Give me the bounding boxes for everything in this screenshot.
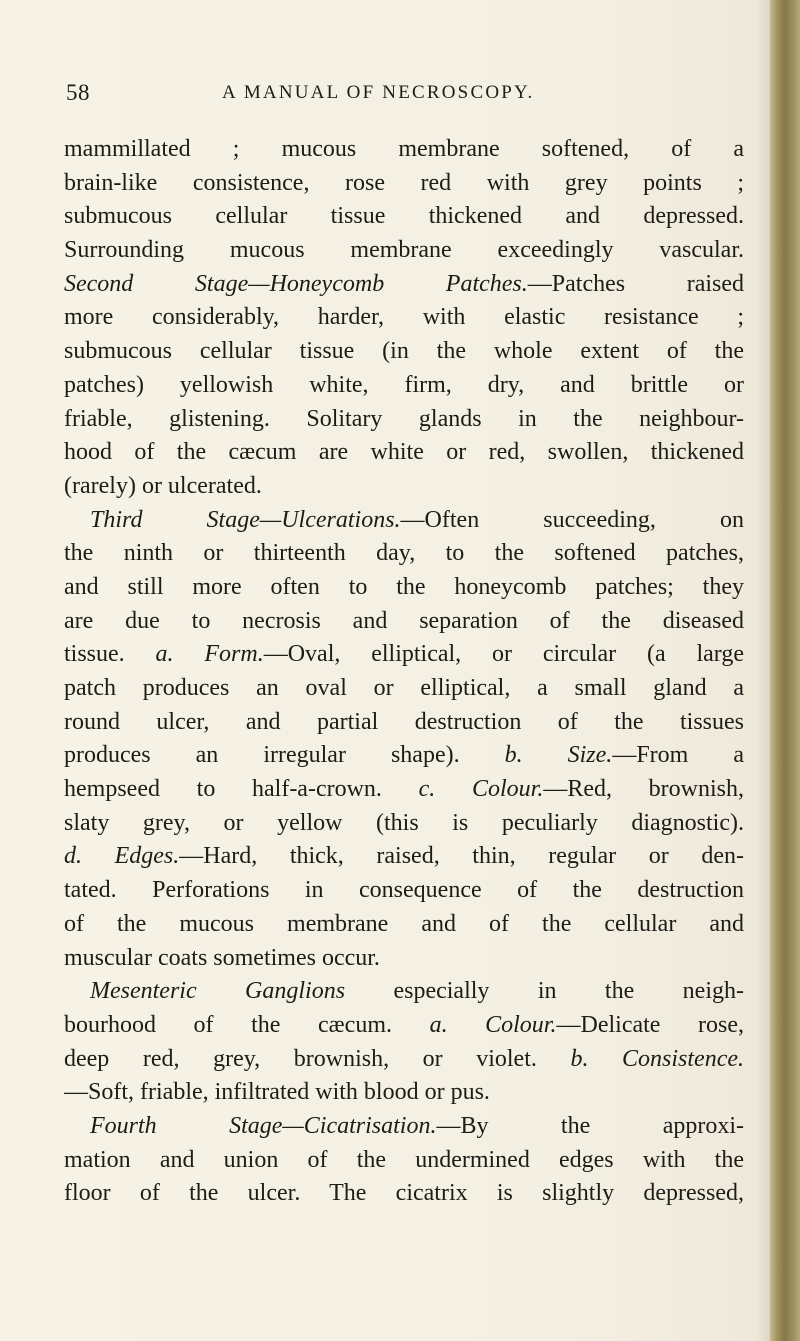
italic-run: b. Consistence. xyxy=(570,1045,744,1072)
italic-run: b. Size. xyxy=(504,742,613,769)
text-run: —Often succeeding, on xyxy=(400,506,744,533)
italic-run: Mesenteric Ganglions xyxy=(90,978,346,1005)
italic-run: a. Colour. xyxy=(429,1011,557,1038)
text-line xyxy=(64,369,744,403)
text-line xyxy=(64,706,744,740)
text-line xyxy=(64,1009,744,1043)
text-line xyxy=(64,1177,744,1211)
body-text xyxy=(64,133,744,1211)
text-line xyxy=(64,638,744,672)
text-run: bourhood of the cæcum. xyxy=(64,1011,430,1038)
text-line xyxy=(64,1043,744,1077)
text-run: hempseed to half-a-crown. xyxy=(64,776,419,803)
italic-run: Fourth Stage—Cicatrisation. xyxy=(90,1112,437,1139)
text-line xyxy=(64,807,744,841)
text-run: friable, glistening. Solitary glands in the neighbour- xyxy=(64,405,744,432)
text-run: of the mucous membrane and of the cellular and xyxy=(64,910,744,937)
italic-run: Second Stage—Honeycomb Patches. xyxy=(64,270,528,297)
text-line xyxy=(64,773,744,807)
text-run: submucous cellular tissue (in the whole extent of the xyxy=(64,338,744,365)
text-run: tissue. xyxy=(64,641,156,668)
text-run: —Soft, friable, infiltrated with blood or pus. xyxy=(64,1079,490,1106)
italic-run: c. Colour. xyxy=(418,776,544,803)
text-line xyxy=(64,605,744,639)
text-line xyxy=(64,571,744,605)
text-line xyxy=(64,874,744,908)
text-run: hood of the cæcum are white or red, swollen, thickened xyxy=(64,439,744,466)
text-run: are due to necrosis and separation of the diseased xyxy=(64,607,744,634)
text-line xyxy=(64,268,744,302)
text-run: submucous cellular tissue thickened and depressed. xyxy=(64,203,744,230)
text-run: round ulcer, and partial destruction of the tissues xyxy=(64,708,744,735)
text-line xyxy=(64,301,744,335)
text-run: deep red, grey, brownish, or violet. xyxy=(64,1045,571,1072)
text-run: Surrounding mucous membrane exceedingly vascular. xyxy=(64,237,744,264)
text-run: —Oval, elliptical, or circular (a large xyxy=(263,641,744,668)
page-gutter-shadow xyxy=(756,0,770,1341)
text-run: —Hard, thick, raised, thin, regular or den- xyxy=(179,843,744,870)
text-line xyxy=(64,1144,744,1178)
text-run: brain-like consistence, rose red with grey points ; xyxy=(64,169,744,196)
text-line xyxy=(64,942,744,976)
text-line xyxy=(64,200,744,234)
text-line xyxy=(64,403,744,437)
text-run: muscular coats sometimes occur. xyxy=(64,944,380,971)
text-line xyxy=(64,504,744,538)
text-line xyxy=(64,436,744,470)
text-line xyxy=(64,739,744,773)
text-line xyxy=(64,1110,744,1144)
page-number: 58 xyxy=(66,80,90,105)
text-line xyxy=(64,470,744,504)
text-run: patch produces an oval or elliptical, a small gland a xyxy=(64,675,744,701)
text-line xyxy=(64,133,744,167)
text-run: —Red, brownish, xyxy=(543,776,744,803)
text-run: more considerably, harder, with elastic resistance ; xyxy=(64,304,744,331)
text-run: —Patches raised xyxy=(527,270,744,297)
text-run: and still more often to the honeycomb patches; they xyxy=(64,573,744,600)
text-run: produces an irregular shape). xyxy=(64,742,505,769)
page-edge xyxy=(770,0,800,1341)
text-line xyxy=(64,537,744,571)
text-run: —Delicate rose, xyxy=(556,1011,744,1038)
running-title: A MANUAL OF NECROSCOPY. xyxy=(222,82,535,103)
text-line xyxy=(64,1076,744,1110)
running-header xyxy=(66,80,736,110)
text-line xyxy=(64,335,744,369)
text-line xyxy=(64,672,744,706)
italic-run: a. Form. xyxy=(155,641,264,668)
text-run: the ninth or thirteenth day, to the softened patches, xyxy=(64,540,744,567)
text-run: slaty grey, or yellow (this is peculiarly diagnostic). xyxy=(64,809,744,836)
text-line xyxy=(64,840,744,874)
text-run: tated. Perforations in consequence of the destruction xyxy=(64,877,744,904)
text-run: mation and union of the undermined edges with the xyxy=(64,1146,744,1173)
text-run: floor of the ulcer. The cicatrix is slightly depressed, xyxy=(64,1180,744,1207)
text-line xyxy=(64,167,744,201)
text-line xyxy=(64,975,744,1009)
italic-run: d. Edges. xyxy=(64,843,180,870)
text-run: —By the approxi- xyxy=(436,1112,744,1139)
text-run: patches) yellowish white, firm, dry, and brittle or xyxy=(64,371,744,398)
text-run: mammillated ; mucous membrane softened, of a xyxy=(64,136,744,162)
text-line xyxy=(64,908,744,942)
text-run: (rarely) or ulcerated. xyxy=(64,472,262,499)
text-run: —From a xyxy=(612,742,744,769)
italic-run: Third Stage—Ulcerations. xyxy=(90,506,401,533)
text-run: especially in the neigh- xyxy=(345,978,744,1005)
text-line xyxy=(64,234,744,268)
